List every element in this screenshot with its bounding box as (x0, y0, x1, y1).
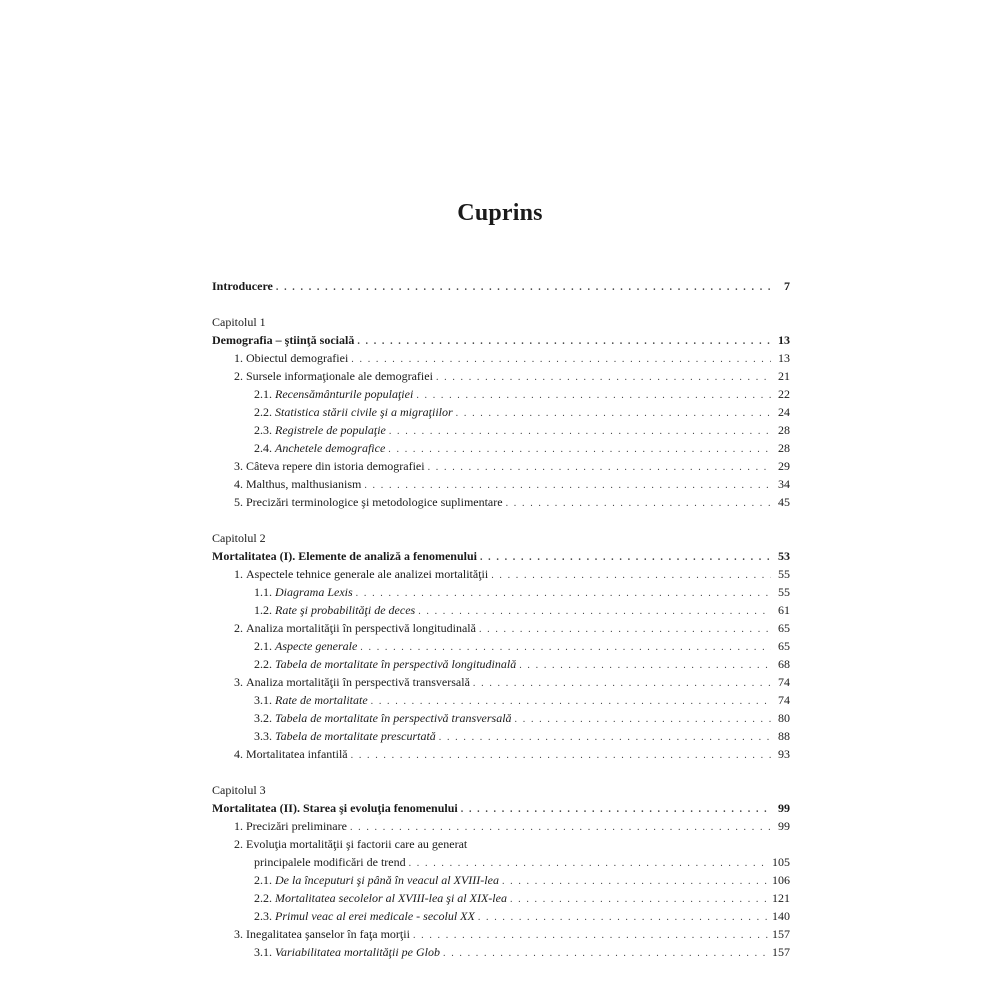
toc-entry-text: Precizări terminologice şi metodologice suplimentare (246, 495, 503, 509)
toc-entry-number: 3.1. (254, 945, 272, 959)
toc-page-number: 157 (772, 927, 790, 941)
leader-dots (515, 711, 771, 729)
toc-entry-number: 2. (234, 837, 243, 851)
toc-entry-number: 2.2. (254, 657, 272, 671)
toc-entry-continuation (212, 853, 790, 871)
toc-subentry (212, 385, 790, 403)
toc-entry-number: 2.4. (254, 441, 272, 455)
toc-page-number: 93 (778, 747, 790, 761)
chapter-label: Capitolul 2 (212, 531, 266, 545)
toc-page-number: 45 (778, 495, 790, 509)
toc-entry-number: 3. (234, 459, 243, 473)
toc-entry-text: Anchetele demografice (275, 441, 386, 455)
toc-entry (212, 745, 790, 763)
toc-entry (212, 349, 790, 367)
toc-page-number: 106 (772, 873, 790, 887)
toc-entry (212, 457, 790, 475)
leader-dots (506, 495, 771, 513)
chapter-title (212, 331, 790, 349)
toc-subentry (212, 691, 790, 709)
toc-entry (212, 565, 790, 583)
toc-page-number: 99 (778, 801, 790, 815)
toc-subentry (212, 601, 790, 619)
toc-page-number: 65 (778, 639, 790, 653)
toc-page-number: 29 (778, 459, 790, 473)
toc-subentry (212, 583, 790, 601)
leader-dots (461, 801, 771, 819)
toc-subentry (212, 637, 790, 655)
toc-entry-introduction (212, 277, 790, 295)
toc-entry-text: principalele modificări de trend (254, 855, 406, 869)
leader-dots (480, 549, 771, 567)
toc-page-number: 140 (772, 909, 790, 923)
toc-entry-number: 2.3. (254, 423, 272, 437)
toc-entry-text: Registrele de populaţie (275, 423, 386, 437)
toc-entry-number: 3.3. (254, 729, 272, 743)
toc-page-number: 7 (784, 279, 790, 293)
leader-dots (479, 621, 771, 639)
leader-dots (276, 279, 771, 297)
leader-dots (478, 909, 769, 927)
toc-page-number: 74 (778, 693, 790, 707)
toc-page-number: 53 (778, 549, 790, 563)
leader-dots (473, 675, 771, 693)
toc-page-number: 13 (778, 333, 790, 347)
toc-page-number: 61 (778, 603, 790, 617)
toc-page-number: 99 (778, 819, 790, 833)
toc-page-number: 121 (772, 891, 790, 905)
toc-page-number: 105 (772, 855, 790, 869)
toc-entry-number: 3. (234, 927, 243, 941)
toc-entry-number: 2.1. (254, 639, 272, 653)
toc-subentry (212, 943, 790, 961)
toc-page-number: 55 (778, 567, 790, 581)
leader-dots (357, 333, 771, 351)
toc-entry-text: Diagrama Lexis (275, 585, 353, 599)
toc-entry-text: Sursele informaţionale ale demografiei (246, 369, 433, 383)
toc-page-number: 68 (778, 657, 790, 671)
toc-entry (212, 619, 790, 637)
toc-entry (212, 817, 790, 835)
leader-dots (519, 657, 771, 675)
toc-entry-text: Statistica stării civile şi a migraţiilor (275, 405, 453, 419)
chapter-title (212, 799, 790, 817)
toc-page-number: 13 (778, 351, 790, 365)
toc-entry-text: Tabela de mortalitate în perspectivă longitudinală (275, 657, 517, 671)
page-title: Cuprins (457, 200, 543, 226)
leader-dots (456, 405, 771, 423)
leader-dots (439, 729, 771, 747)
toc-entry-number: 2.3. (254, 909, 272, 923)
toc-entry-text: Obiectul demografiei (246, 351, 349, 365)
toc-entry-text: Tabela de mortalitate în perspectivă transversală (275, 711, 512, 725)
toc-entry-number: 1.2. (254, 603, 272, 617)
toc-entry-number: 3. (234, 675, 243, 689)
toc-entry (212, 835, 790, 853)
leader-dots (351, 747, 771, 765)
toc-entry-text: Aspecte generale (275, 639, 358, 653)
toc-entry-text: Precizări preliminare (246, 819, 347, 833)
leader-dots (356, 585, 771, 603)
toc-entry-number: 2. (234, 369, 243, 383)
toc-entry-text: Mortalitatea secolelor al XVIII-lea şi al XIX-lea (275, 891, 507, 905)
toc-entry-number: 1. (234, 567, 243, 581)
leader-dots (416, 387, 771, 405)
toc-entry (212, 493, 790, 511)
toc-entry-text: Inegalitatea şanselor în faţa morţii (246, 927, 410, 941)
chapter-label: Capitolul 3 (212, 783, 266, 797)
toc-page-number: 157 (772, 945, 790, 959)
toc-entry-text: Demografia – ştiinţă socială (212, 333, 355, 347)
toc-subentry (212, 655, 790, 673)
toc-entry (212, 673, 790, 691)
leader-dots (502, 873, 769, 891)
toc-entry-text: Mortalitatea infantilă (246, 747, 348, 761)
toc-subentry (212, 889, 790, 907)
toc-subentry (212, 871, 790, 889)
toc-page-number: 28 (778, 423, 790, 437)
toc-entry-text: Variabilitatea mortalităţii pe Glob (275, 945, 440, 959)
toc-entry-text: Mortalitatea (I). Elemente de analiză a fenomenului (212, 549, 477, 563)
toc-page-number: 65 (778, 621, 790, 635)
toc-entry-number: 3.2. (254, 711, 272, 725)
toc-entry-text: Tabela de mortalitate prescurtată (275, 729, 436, 743)
toc-entry-text: Recensământurile populaţiei (275, 387, 414, 401)
toc-entry-text: Analiza mortalităţii în perspectivă transversală (246, 675, 470, 689)
toc-subentry (212, 421, 790, 439)
toc-page-number: 22 (778, 387, 790, 401)
toc-page-number: 24 (778, 405, 790, 419)
toc-subentry (212, 907, 790, 925)
leader-dots (510, 891, 769, 909)
toc-entry-number: 2.2. (254, 405, 272, 419)
toc-entry-text: Mortalitatea (II). Starea şi evoluţia fenomenului (212, 801, 458, 815)
toc-entry-text: Introducere (212, 279, 273, 293)
toc-subentry (212, 727, 790, 745)
toc-entry (212, 925, 790, 943)
chapter-label: Capitolul 1 (212, 315, 266, 329)
leader-dots (413, 927, 769, 945)
toc-entry-text: Câteva repere din istoria demografiei (246, 459, 425, 473)
toc-entry-number: 4. (234, 747, 243, 761)
toc-entry-number: 2. (234, 621, 243, 635)
toc-entry-number: 2.1. (254, 873, 272, 887)
toc-entry-text: Malthus, malthusianism (246, 477, 362, 491)
toc-entry-text: Rate de mortalitate (275, 693, 368, 707)
toc-entry-number: 4. (234, 477, 243, 491)
leader-dots (491, 567, 771, 585)
toc-subentry (212, 439, 790, 457)
toc-entry-text: De la începuturi şi până în veacul al XVIII-lea (275, 873, 499, 887)
toc-page-number: 55 (778, 585, 790, 599)
leader-dots (388, 441, 771, 459)
toc-entry-number: 5. (234, 495, 243, 509)
toc-entry-number: 1.1. (254, 585, 272, 599)
toc-entry (212, 367, 790, 385)
toc-page-number: 88 (778, 729, 790, 743)
toc-entry (212, 475, 790, 493)
toc-entry-number: 1. (234, 819, 243, 833)
toc-subentry (212, 403, 790, 421)
chapter-title (212, 547, 790, 565)
toc-entry-text: Primul veac al erei medicale - secolul XX (275, 909, 475, 923)
toc-entry-text: Evoluţia mortalităţii şi factorii care au generat (246, 837, 468, 851)
toc-entry-number: 2.2. (254, 891, 272, 905)
toc-page-number: 74 (778, 675, 790, 689)
toc-page-number: 80 (778, 711, 790, 725)
toc-entry-number: 2.1. (254, 387, 272, 401)
leader-dots (436, 369, 771, 387)
toc-page-number: 28 (778, 441, 790, 455)
toc-entry-text: Analiza mortalităţii în perspectivă longitudinală (246, 621, 476, 635)
toc-page-number: 34 (778, 477, 790, 491)
toc-subentry (212, 709, 790, 727)
toc-entry-number: 1. (234, 351, 243, 365)
leader-dots (443, 945, 769, 963)
toc-entry-number: 3.1. (254, 693, 272, 707)
leader-dots (389, 423, 771, 441)
toc-entry-text: Rate şi probabilităţi de deces (275, 603, 416, 617)
table-of-contents (212, 277, 790, 961)
leader-dots (428, 459, 771, 477)
toc-entry-text: Aspectele tehnice generale ale analizei mortalităţii (246, 567, 489, 581)
toc-page-number: 21 (778, 369, 790, 383)
